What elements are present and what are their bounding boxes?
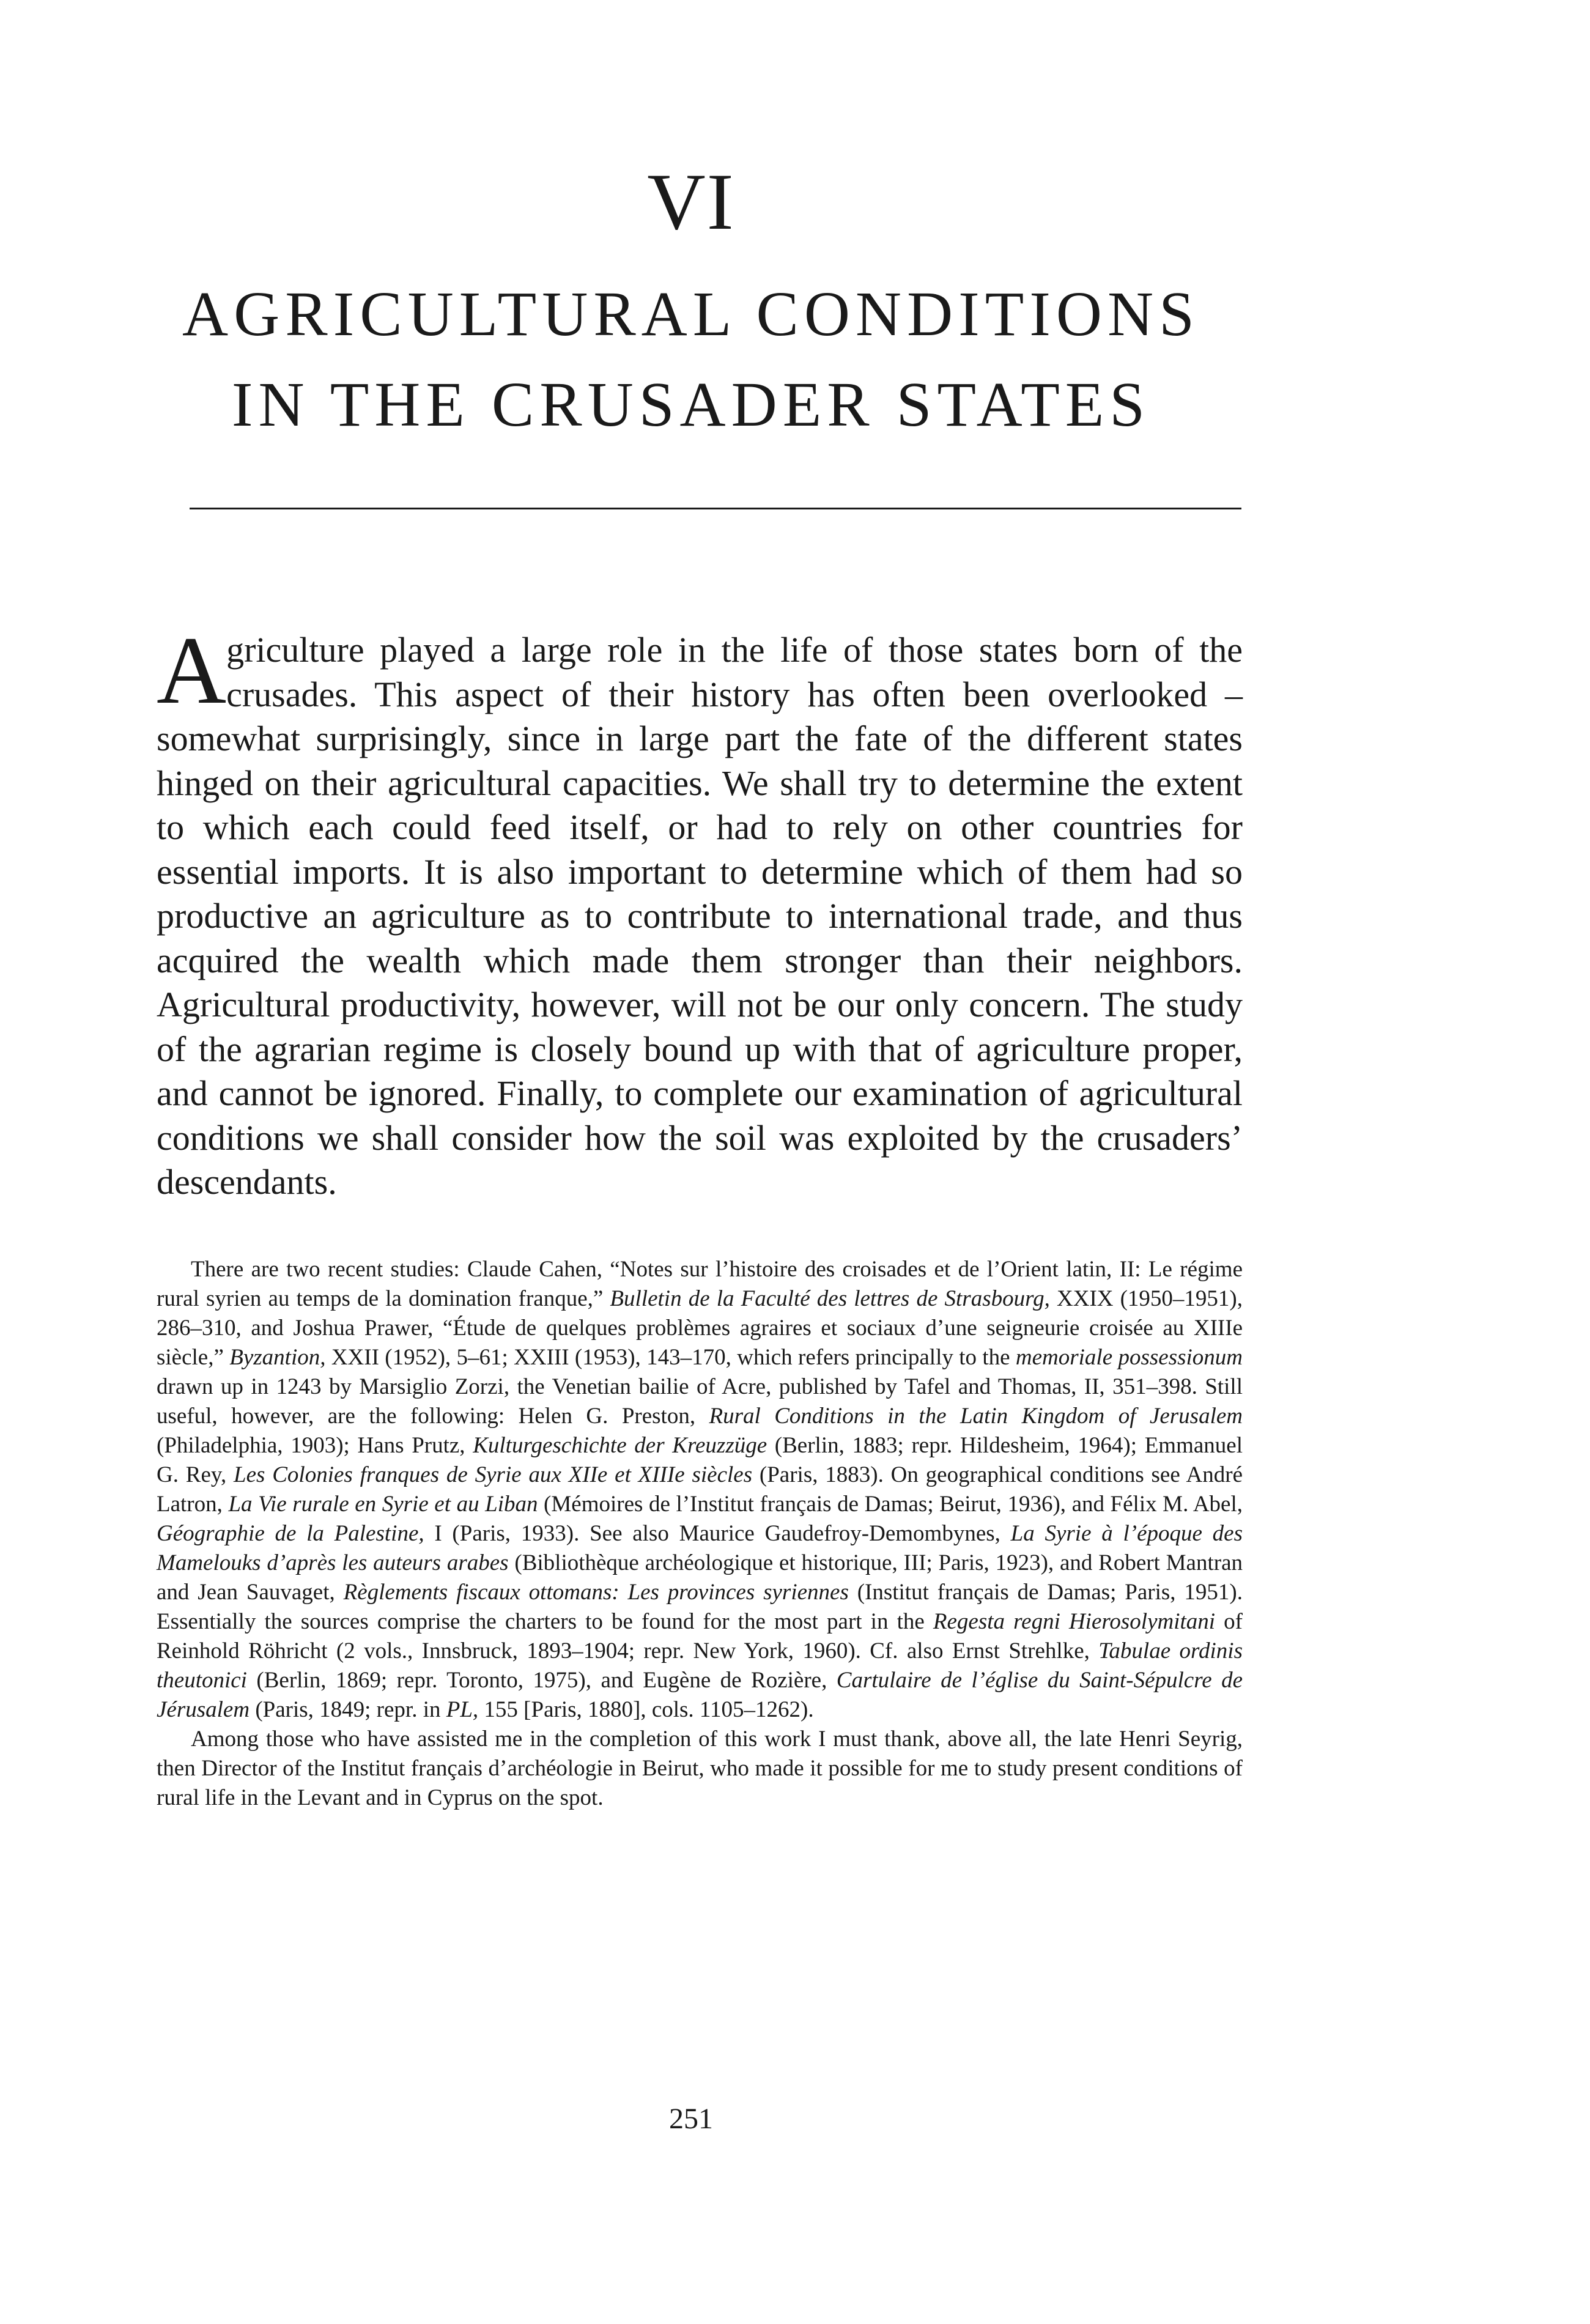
body-paragraph (157, 617, 1243, 1205)
footnote-italic-title: Règlements fiscaux ottomans: Les provinces syriennes (343, 1580, 849, 1605)
footnote-text: of Reinhold Röhricht (2 vols., Innsbruck, 1893–1904; repr. New York, 1960). Cf. also Ernst Strehlke, (157, 1609, 1243, 1663)
footnote-italic-title: La Syrie à l’époque des Mamelouks d’après les auteurs arabes (157, 1521, 1243, 1575)
footnote-italic-title: Rural Conditions in the Latin Kingdom of Jerusalem (709, 1404, 1243, 1429)
page-number: 251 (669, 2103, 713, 2135)
chapter-title (0, 269, 1382, 450)
footnote-italic-title: Bulletin de la Faculté des lettres de Strasbourg, (610, 1286, 1050, 1311)
footnote-text: drawn up in 1243 by Marsiglio Zorzi, the Venetian bailie of Acre, published by Tafel and Thomas, II, 351–398. Still useful, however, are the following: Helen G. Preston, (157, 1374, 1243, 1429)
footnote-text: (Mémoires de l’Institut français de Damas; Beirut, 1936), and Félix M. Abel, (538, 1492, 1243, 1517)
footnote-italic-title: memoriale possessionum (1015, 1345, 1243, 1370)
drop-cap: A (157, 617, 227, 724)
footnote-text: (Paris, 1883). On geographical conditions see André Latron, (157, 1462, 1243, 1517)
footnote-acknowledgments: Among those who have assisted me in the completion of this work I must thank, above all, the late Henri Seyrig, then Director of the Institut français d’archéologie in Beirut, who made it possible for me to study present conditions of rural life in the Levant and in Cyprus on the spot. (157, 1726, 1243, 1810)
footnote-italic-title: La Vie rurale en Syrie et au Liban (228, 1492, 538, 1517)
chapter-number: VI (647, 157, 735, 246)
footnote-italic-title: Regesta regni Hierosolymitani (933, 1609, 1216, 1634)
footnote-text: (Bibliothèque archéologique et historique, III; Paris, 1923), and Robert Mantran and Jean Sauvaget, (157, 1550, 1243, 1605)
footnote-text: (Philadelphia, 1903); Hans Prutz, (157, 1433, 473, 1458)
footnotes (157, 1255, 1243, 1813)
footnote-text: There are two recent studies: Claude Cahen, “Notes sur l’histoire des croisades et de l’Orient latin, II: Le régime rural syrien au temps de la domination franque,” (157, 1257, 1243, 1311)
footnote-text: (Paris, 1849; repr. in (250, 1697, 446, 1722)
body-paragraph-text: griculture played a large role in the life of those states born of the crusades. This aspect of their history has often been overlooked – somewhat surprisingly, since in large part the fate of the different states hinged on their agricultural capacities. We shall try to determine the extent to which each could feed itself, or had to rely on other countries for essential imports. It is also important to determine which of them had so productive an agriculture as to contribute to international trade, and thus acquired the wealth which made them stronger than their neighbors. Agricultural productivity, however, will not be our only concern. The study of the agrarian regime is closely bound up with that of agriculture proper, and cannot be ignored. Finally, to complete our examination of agricultural conditions we shall consider how the soil was exploited by the crusaders’ descendants. (157, 630, 1243, 1202)
footnote-italic-title: Byzantion, (229, 1345, 326, 1370)
chapter-title-line-2: IN THE CRUSADER STATES (231, 369, 1151, 440)
body-text (157, 617, 1243, 1205)
footnote-text: (Institut français de Damas; Paris, 1951). Essentially the sources comprise the charters to be found for the most part in the (157, 1580, 1243, 1634)
footnote-italic-title: Kulturgeschichte der Kreuzzüge (473, 1433, 767, 1458)
footnote-text: XXII (1952), 5–61; XXIII (1953), 143–170, which refers principally to the (325, 1345, 1016, 1370)
footnote-sources (157, 1255, 1243, 1725)
footnote-italic-title: Géographie de la Palestine, (157, 1521, 424, 1546)
footnote-italic-title: Les Colonies franques de Syrie aux XIIe et XIIIe siècles (234, 1462, 753, 1487)
footnote-italic-title: PL, (446, 1697, 479, 1722)
chapter-title-line-1: AGRICULTURAL CONDITIONS (182, 279, 1200, 349)
footnote-text: (Berlin, 1883; repr. Hildesheim, 1964); Emmanuel G. Rey, (157, 1433, 1243, 1487)
footnote-text: (Berlin, 1869; repr. Toronto, 1975), and Eugène de Rozière, (246, 1668, 837, 1693)
title-divider (190, 508, 1241, 509)
footnote-italic-title: Cartulaire de l’église du Saint-Sépulcre de Jérusalem (157, 1668, 1243, 1722)
footnote-italic-title: Tabulae ordinis theutonici (157, 1638, 1243, 1693)
footnote-text: XXIX (1950–1951), 286–310, and Joshua Prawer, “Étude de quelques problèmes agraires et sociaux d’une seigneurie croisée au XIIIe siècle,” (157, 1286, 1243, 1370)
footnote-text: 155 [Paris, 1880], cols. 1105–1262). (478, 1697, 814, 1722)
footnote-text: I (Paris, 1933). See also Maurice Gaudefroy-Demombynes, (424, 1521, 1011, 1546)
